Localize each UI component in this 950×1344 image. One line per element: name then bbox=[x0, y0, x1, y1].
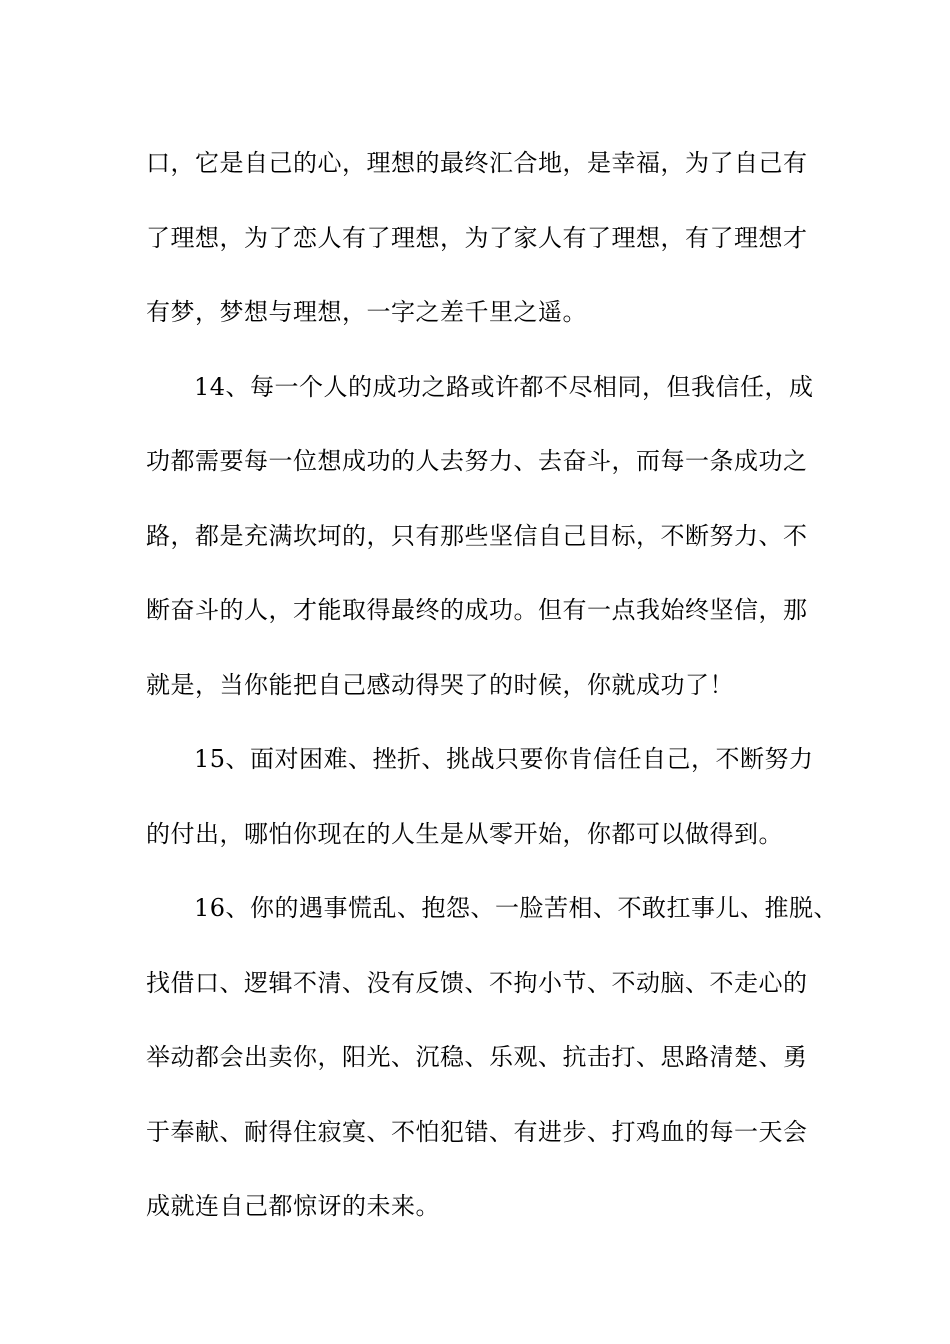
text-line: 功都需要每一位想成功的人去努力、去奋斗，而每一条成功之 bbox=[146, 447, 808, 475]
text-line: 找借口、逻辑不清、没有反馈、不拘小节、不动脑、不走心的 bbox=[146, 968, 808, 997]
text-line: 成就连自己都惊讶的未来。 bbox=[146, 1192, 440, 1220]
text-line: 于奉献、耐得住寂寞、不怕犯错、有进步、打鸡血的每一天会 bbox=[146, 1117, 808, 1146]
text-line: 的付出，哪怕你现在的人生是从零开始，你都可以做得到。 bbox=[146, 819, 783, 848]
text-line: 口，它是自己的心，理想的最终汇合地，是幸福，为了自己有 bbox=[146, 149, 808, 177]
text-line: 路，都是充满坎坷的，只有那些坚信自己目标，不断努力、不 bbox=[146, 521, 808, 550]
text-line: 举动都会出卖你，阳光、沉稳、乐观、抗击打、思路清楚、勇 bbox=[146, 1043, 808, 1071]
paragraph-15-start: 15、面对困难、挫折、挑战只要你肯信任自己，不断努力 bbox=[194, 745, 814, 773]
paragraph-16-start: 16、你的遇事慌乱、抱怨、一脸苦相、不敢扛事儿、推脱、 bbox=[194, 894, 839, 922]
text-line: 就是，当你能把自己感动得哭了的时候，你就成功了！ bbox=[146, 670, 734, 699]
body-text bbox=[146, 126, 839, 1244]
text-line: 了理想，为了恋人有了理想，为了家人有了理想，有了理想才 bbox=[146, 223, 808, 252]
paragraph-14-start: 14、每一个人的成功之路或许都不尽相同，但我信任，成 bbox=[194, 372, 814, 401]
text-line: 断奋斗的人，才能取得最终的成功。但有一点我始终坚信，那 bbox=[146, 596, 808, 624]
text-line: 有梦，梦想与理想，一字之差千里之遥。 bbox=[146, 298, 587, 326]
